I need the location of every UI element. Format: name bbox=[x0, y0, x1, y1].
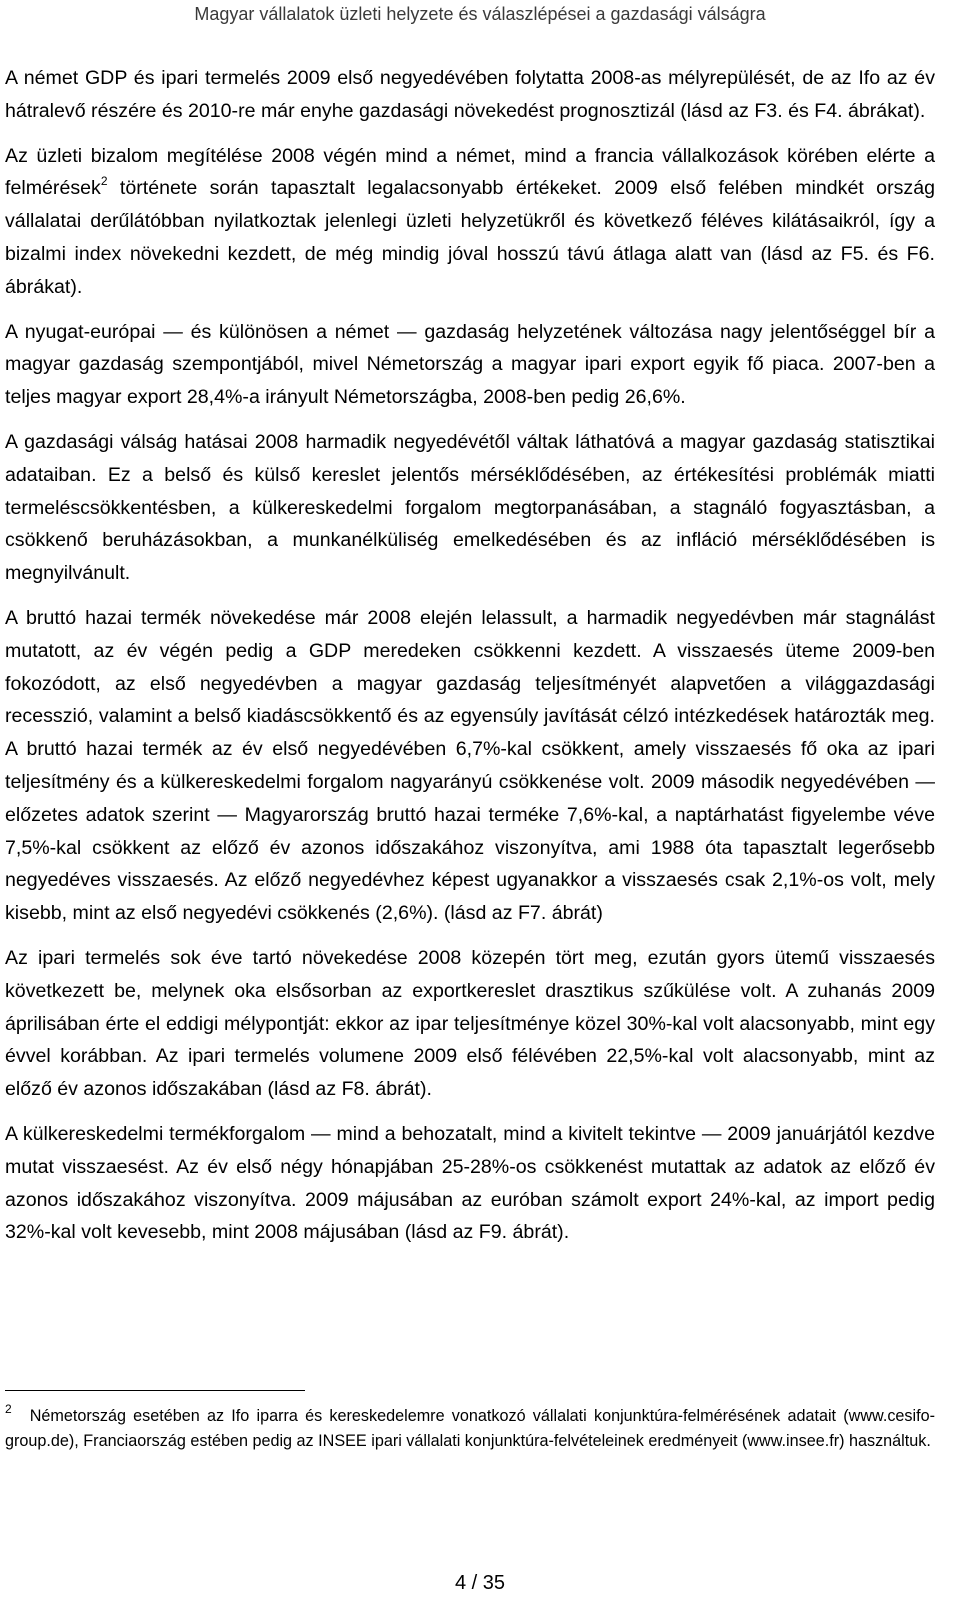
paragraph: Az ipari termelés sok éve tartó növekedése 2008 közepén tört meg, ezután gyors ütemű visszaesés következett be, melynek oka elsősorban az exportkereslet drasztikus szűkülése volt. A zuhanás 2009 áprilisában érte el eddigi mélypontját: ekkor az ipar teljesítménye közel 30%-kal volt alacsonyabb, mint egy évvel korábban. Az ipari termelés volumene 2009 első félévében 22,5%-kal volt alacsonyabb, mint az előző év azonos időszakában (lásd az F8. ábrát). bbox=[5, 946, 935, 1101]
paragraph: A külkereskedelmi termékforgalom — mind a behozatalt, mind a kivitelt tekintve — 2009 januárjától kezdve mutat visszaesést. Az év első négy hónapjában 25-28%-os csökkenést mutattak az adatok az előző év azonos időszakához viszonyítva. 2009 májusában az euróban számolt export 24%-kal, az import pedig 32%-kal volt kevesebb, mint 2008 májusában (lásd az F9. ábrát). bbox=[5, 1122, 935, 1244]
paragraph: A bruttó hazai termék növekedése már 2008 elején lelassult, a harmadik negyedévben már stagnálást mutatott, az év végén pedig a GDP meredeken csökkenni kezdett. A visszaesés üteme 2009-ben fokozódott, az első negyedévben a magyar gazdaság teljesítményét alapvetően a világgazdasági recesszió, valamint a belső kiadáscsökkentő és az egyensúly javítását célzó intézkedések határozták meg. A bruttó hazai termék az év első negyedévében 6,7%-kal csökkent, amely visszaesés fő oka az ipari teljesítmény és a külkereskedelmi forgalom nagyarányú csökkenése volt. 2009 második negyedévében — előzetes adatok szerint — Magyarország bruttó hazai terméke 7,6%-kal, a naptárhatást figyelembe véve 7,5%-kal csökkent az előző év azonos időszakához viszonyítva, ami 1988 óta tapasztalt legerősebb negyedéves visszaesés. Az előző negyedévhez képest ugyanakkor a visszaesés csak 2,1%-os volt, mely kisebb, mint az első negyedévi csökkenés (2,6%). (lásd az F7. ábrát) bbox=[5, 606, 935, 925]
footnote-text: Németország esetében az Ifo iparra és kereskedelemre vonatkozó vállalati konjunktúra-felmérésének adatait (www.cesifo-group.de), Franciaország estében pedig az INSEE ipari vállalati konjunktúra-felvételeinek eredményeit (www.insee.fr) használtuk. bbox=[5, 1407, 935, 1450]
paragraph: A nyugat-európai — és különösen a német — gazdaság helyzetének változása nagy jelentőséggel bír a magyar gazdaság szempontjából, mivel Németország a magyar ipari export egyik fő piaca. 2007-ben a teljes magyar export 28,4%-a irányult Németországba, 2008-ben pedig 26,6%. bbox=[5, 320, 935, 409]
page-number: 4 / 35 bbox=[454, 1572, 506, 1594]
footnote-reference[interactable]: 2 bbox=[100, 174, 108, 189]
running-header: Magyar vállalatok üzleti helyzete és válaszlépései a gazdasági válságra bbox=[194, 4, 766, 24]
paragraph-part: Az üzleti bizalom megítélése 2008 végén mind a német, mind a francia vállalkozások körében elérte a felmérések bbox=[5, 144, 935, 200]
footnote-number: 2 bbox=[5, 1402, 12, 1416]
paragraph-part: története során tapasztalt legalacsonyabb értékeket. 2009 első felében mindkét ország vállalatai derűlátóbban nyilatkoztak jelenlegi üzleti helyzetükről és következő féléves kilátásaikról, így a bizalmi index növekedni kezdett, de még mindig jóval hosszú távú átlaga alatt van (lásd az F5. és F6. ábrákat). bbox=[5, 177, 935, 298]
footnote-divider bbox=[5, 1390, 305, 1391]
body-text bbox=[5, 62, 935, 1249]
paragraph: A gazdasági válság hatásai 2008 harmadik negyedévétől váltak láthatóvá a magyar gazdaság statisztikai adataiban. Ez a belső és külső kereslet jelentős mérséklődésében, az értékesítési problémák miatti termeléscsökkentésben, a külkereskedelmi forgalom megtorpanásában, a stagnáló fogyasztásban, a csökkenő beruházásokban, a munkanélküliség emelkedésében és az infláció mérséklődésében is megnyilvánult. bbox=[5, 430, 935, 585]
paragraph-with-footnote bbox=[5, 140, 935, 304]
paragraph: A német GDP és ipari termelés 2009 első negyedévében folytatta 2008-as mélyrepülését, de az Ifo az év hátralevő részére és 2010-re már enyhe gazdasági növekedést prognosztizál (lásd az F3. és F4. ábrákat). bbox=[5, 67, 935, 122]
footnote bbox=[5, 1404, 935, 1454]
